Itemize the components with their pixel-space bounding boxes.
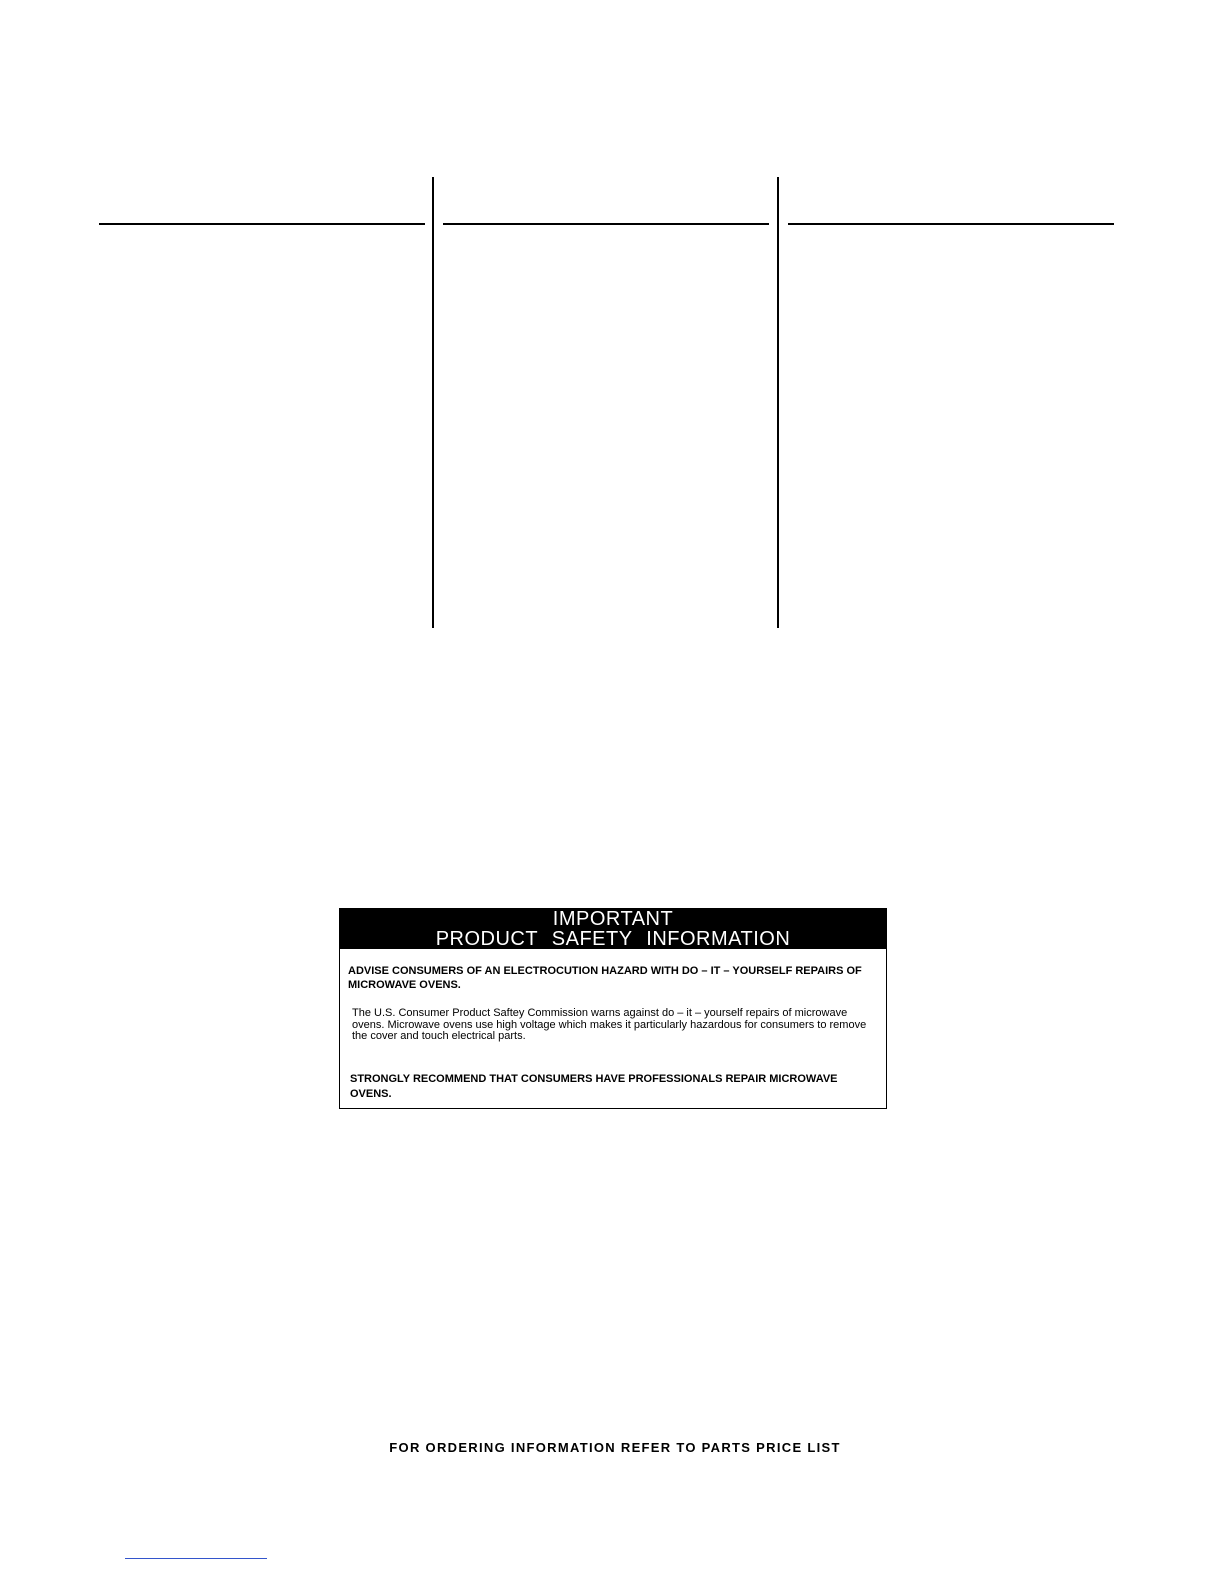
column-1-rule <box>99 223 425 225</box>
electrocution-hazard-advisory: ADVISE CONSUMERS OF AN ELECTROCUTION HAZARD WITH DO – IT – YOURSELF REPAIRS OF MICROWAVE OVENS. <box>348 965 862 991</box>
cpsc-warning-text: The U.S. Consumer Product Saftey Commission warns against do – it – yourself repairs of microwave ovens. Microwave ovens use high voltage which makes it particularly hazardous for consumers to remove the cover and touch electrical parts. <box>352 1007 867 1042</box>
ordering-information-note: FOR ORDERING INFORMATION REFER TO PARTS PRICE LIST <box>389 1440 841 1455</box>
column-3-rule <box>788 223 1114 225</box>
column-divider-2 <box>777 177 779 628</box>
product-safety-notice <box>339 908 887 1109</box>
column-2-rule <box>443 223 769 225</box>
safety-title-important: IMPORTANT <box>552 908 674 930</box>
bottom-rule <box>125 1558 267 1559</box>
professional-repair-recommendation: STRONGLY RECOMMEND THAT CONSUMERS HAVE PROFESSIONALS REPAIR MICROWAVE OVENS. <box>350 1073 838 1100</box>
safety-notice-header <box>340 909 886 949</box>
safety-title-product-safety: PRODUCT SAFETY INFORMATION <box>435 928 791 950</box>
column-divider-1 <box>432 177 434 628</box>
